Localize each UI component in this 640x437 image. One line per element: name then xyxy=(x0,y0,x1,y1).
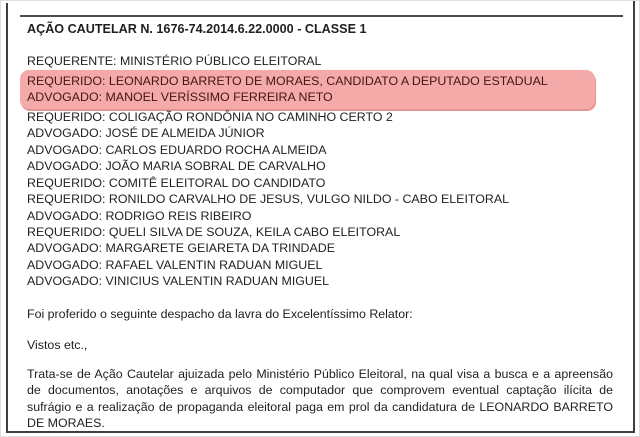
party-line: ADVOGADO: CARLOS EDUARDO ROCHA ALMEIDA xyxy=(27,142,327,157)
frame-left-line xyxy=(6,3,8,433)
party-line-requerido-highlighted: REQUERIDO: LEONARDO BARRETO DE MORAES, CANDIDATO A DEPUTADO ESTADUAL xyxy=(27,73,548,88)
highlight-annotation xyxy=(20,70,595,109)
party-line: REQUERIDO: QUELI SILVA DE SOUZA, KEILA CABO ELEITORAL xyxy=(27,224,401,239)
case-title: AÇÃO CAUTELAR N. 1676-74.2014.6.22.0000 - CLASSE 1 xyxy=(27,22,367,36)
party-line: ADVOGADO: RAFAEL VALENTIN RADUAN MIGUEL xyxy=(27,257,323,272)
party-line: ADVOGADO: MARGARETE GEIARETA DA TRINDADE xyxy=(27,241,335,256)
party-line: ADVOGADO: RODRIGO REIS RIBEIRO xyxy=(27,208,252,223)
party-line: ADVOGADO: VINICIUS VALENTIN RADUAN MIGUEL xyxy=(27,274,330,289)
salutation: Vistos etc., xyxy=(27,338,88,353)
party-line: ADVOGADO: JOÃO MARIA SOBRAL DE CARVALHO xyxy=(27,159,326,174)
parties-list xyxy=(27,53,613,289)
party-line-requerente: REQUERENTE: MINISTÉRIO PÚBLICO ELEITORAL xyxy=(27,54,322,69)
document-content xyxy=(27,21,613,432)
despacho-intro: Foi proferido o seguinte despacho da lavra do Excelentíssimo Relator: xyxy=(27,306,413,321)
frame-right-line xyxy=(633,1,635,433)
party-line: REQUERIDO: RONILDO CARVALHO DE JESUS, VULGO NILDO - CABO ELEITORAL xyxy=(27,192,509,207)
title-top-rule xyxy=(20,15,623,17)
decision-body-paragraph: Trata-se de Ação Cautelar ajuizada pelo Ministério Público Eleitoral, na qual visa a busca e a apreensão de documentos, anotações e arquivos de computador que comprovem eventual captação ilícita de sufrágio e a realização de propaganda eleitoral paga em prol da candidatura de LEONARDO BARRETO DE MORAES. xyxy=(27,366,613,431)
party-line: REQUERIDO: COLIGAÇÃO RONDÔNIA NO CAMINHO CERTO 2 xyxy=(27,109,393,124)
party-line-advogado-highlighted: ADVOGADO: MANOEL VERÍSSIMO FERREIRA NETO xyxy=(27,90,333,105)
party-line: REQUERIDO: COMITÊ ELEITORAL DO CANDIDATO xyxy=(27,175,326,190)
party-line: ADVOGADO: JOSÉ DE ALMEIDA JÚNIOR xyxy=(27,126,265,141)
